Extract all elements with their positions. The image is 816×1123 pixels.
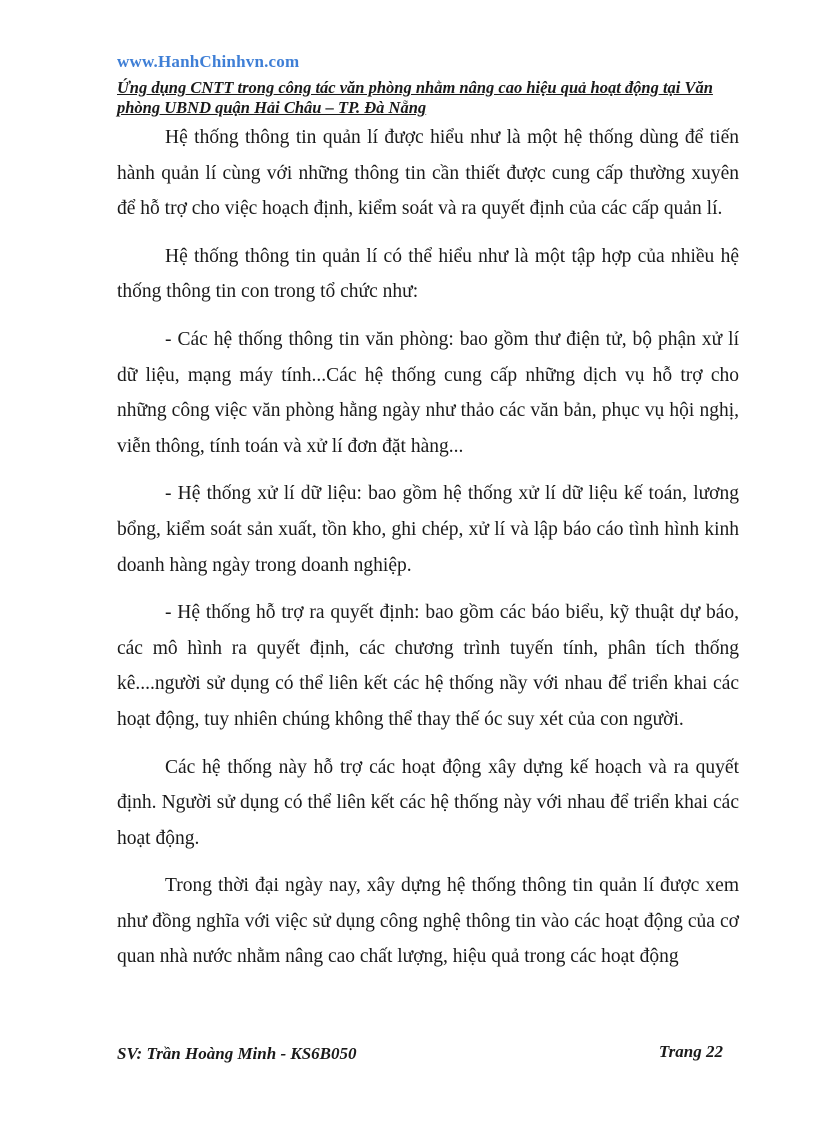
document-body — [117, 120, 739, 987]
paragraph: Hệ thống thông tin quản lí có thể hiểu như là một tập hợp của nhiều hệ thống thông tin con trong tổ chức như: — [117, 245, 739, 303]
paragraph: Hệ thống thông tin quản lí được hiểu như là một hệ thống dùng để tiến hành quản lí cùng với những thông tin cần thiết được cung cấp thường xuyên để hỗ trợ cho việc hoạch định, kiểm soát và ra quyết định của các cấp quản lí. — [117, 127, 739, 220]
paragraph: - Các hệ thống thông tin văn phòng: bao gồm thư điện tử, bộ phận xử lí dữ liệu, mạng máy tính...Các hệ thống cung cấp những dịch vụ hỗ trợ cho những công việc văn phòng hằng ngày như thảo các văn bản, phục vụ hội nghị, viễn thông, tính toán và xử lí đơn đặt hàng... — [117, 328, 739, 457]
document-header-title: Ứng dụng CNTT trong công tác văn phòng nhằm nâng cao hiệu quả hoạt động tại Văn phòng UBND quận Hải Châu – TP. Đà Nẵng — [117, 78, 713, 117]
paragraph: - Hệ thống xử lí dữ liệu: bao gồm hệ thống xử lí dữ liệu kế toán, lương bổng, kiểm soát sản xuất, tồn kho, ghi chép, xử lí và lập báo cáo tình hình kinh doanh hàng ngày trong doanh nghiệp. — [117, 483, 739, 576]
paragraph: Các hệ thống này hỗ trợ các hoạt động xây dựng kế hoạch và ra quyết định. Người sử dụng có thể liên kết các hệ thống này với nhau để triển khai các hoạt động. — [117, 756, 739, 849]
paragraph: - Hệ thống hỗ trợ ra quyết định: bao gồm các báo biểu, kỹ thuật dự báo, các mô hình ra quyết định, các chương trình tuyến tính, phân tích thống kê....người sử dụng có thể liên kết các hệ thống nầy với nhau để triển khai các hoạt động, tuy nhiên chúng không thể thay thế óc suy xét của con người. — [117, 602, 739, 730]
footer-page-number: Trang 22 — [658, 1042, 723, 1061]
paragraph: Trong thời đại ngày nay, xây dựng hệ thống thông tin quản lí được xem như đồng nghĩa với việc sử dụng công nghệ thông tin vào các hoạt động của cơ quan nhà nước nhằm nâng cao chất lượng, hiệu quả trong các hoạt động — [117, 875, 739, 968]
footer-author: SV: Trần Hoàng Minh - KS6B050 — [117, 1044, 357, 1063]
site-url[interactable]: www.HanhChinhvn.com — [117, 52, 300, 71]
